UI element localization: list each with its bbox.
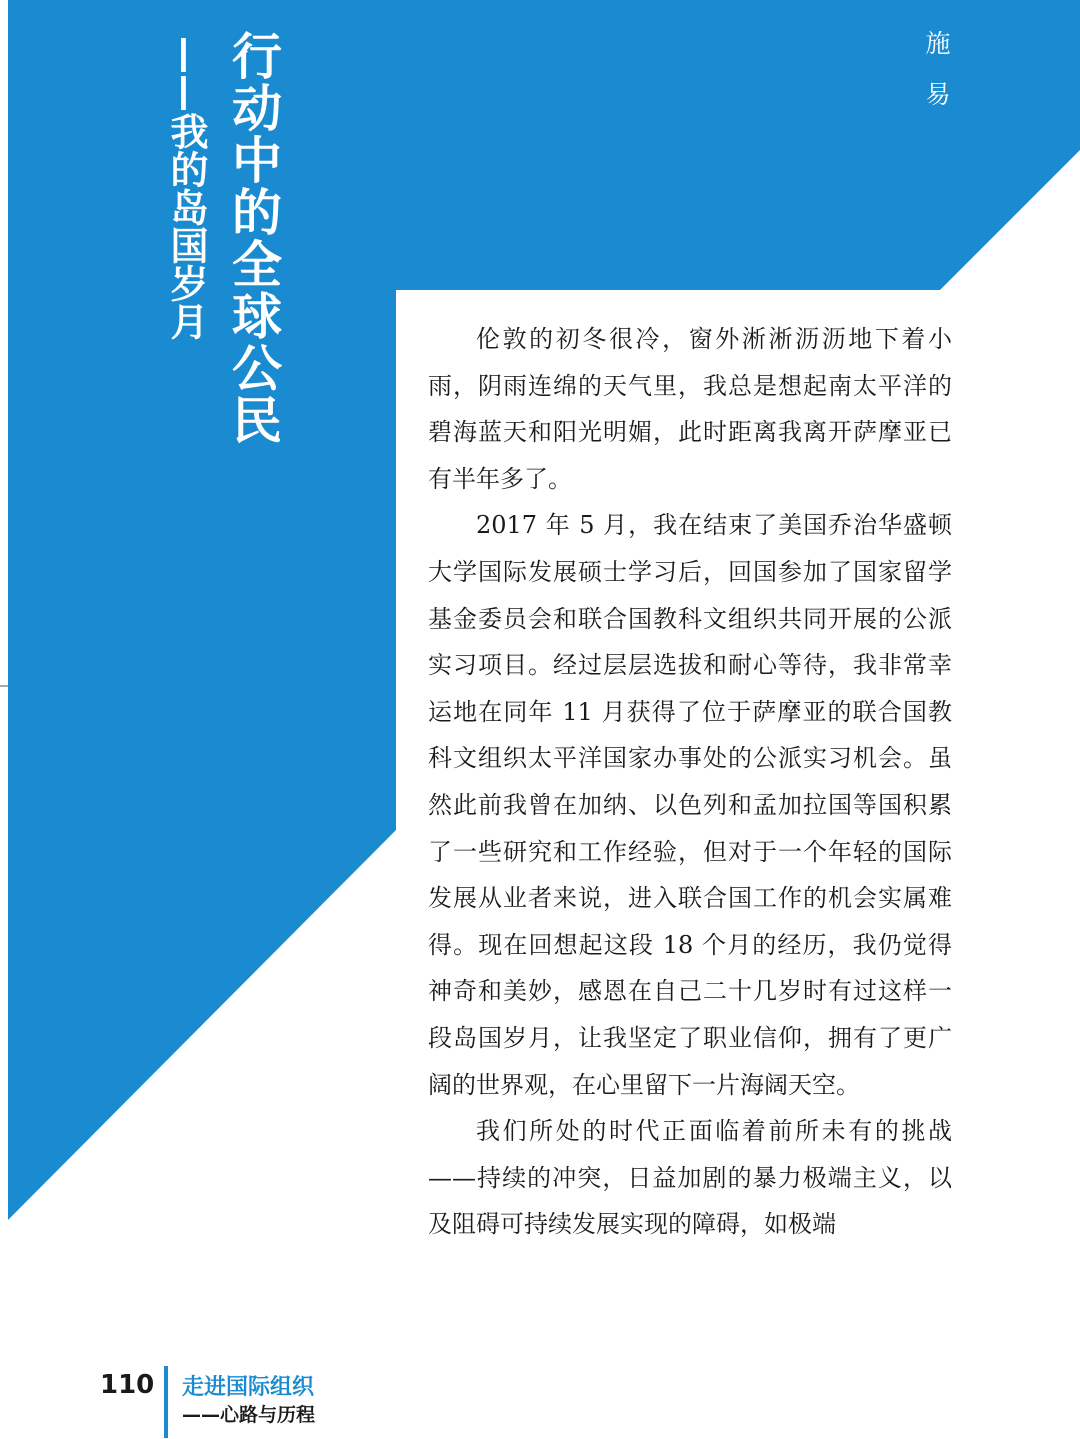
article-body xyxy=(428,316,952,1248)
article-subtitle: ——我的岛国岁月 xyxy=(164,36,208,340)
footer-divider xyxy=(164,1366,168,1438)
paragraph: 伦敦的初冬很冷，窗外淅淅沥沥地下着小雨，阴雨连绵的天气里，我总是想起南太平洋的碧海蓝天和阳光明媚，此时距离我离开萨摩亚已有半年多了。 xyxy=(428,325,952,493)
article-title: 行动中的全球公民 xyxy=(224,30,282,446)
page-number: 110 xyxy=(100,1370,155,1400)
book-subtitle: ——心路与历程 xyxy=(182,1404,316,1426)
paragraph: 2017 年 5 月，我在结束了美国乔治华盛顿大学国际发展硕士学习后，回国参加了国家留学基金委员会和联合国教科文组织共同开展的公派实习项目。经过层层选拔和耐心等待，我非常幸运地在同年 11 月获得了位于萨摩亚的联合国教科文组织太平洋国家办事处的公派实习机会。虽然此前我曾在加纳、以色列和孟加拉国等国积累了一些研究和工作经验，但对于一个年轻的国际发展从业者来说，进入联合国工作的机会实属难得。现在回想起这段 18 个月的经历，我仍觉得神奇和美妙，感恩在自己二十几岁时有过这样一段岛国岁月，让我坚定了职业信仰，拥有了更广阔的世界观，在心里留下一片海阔天空。 xyxy=(428,511,952,1099)
author-name: 施易 xyxy=(922,30,951,132)
paragraph: 我们所处的时代正面临着前所未有的挑战——持续的冲突，日益加剧的暴力极端主义，以及阻碍可持续发展实现的障碍，如极端 xyxy=(428,1117,952,1239)
book-title: 走进国际组织 xyxy=(182,1375,315,1400)
